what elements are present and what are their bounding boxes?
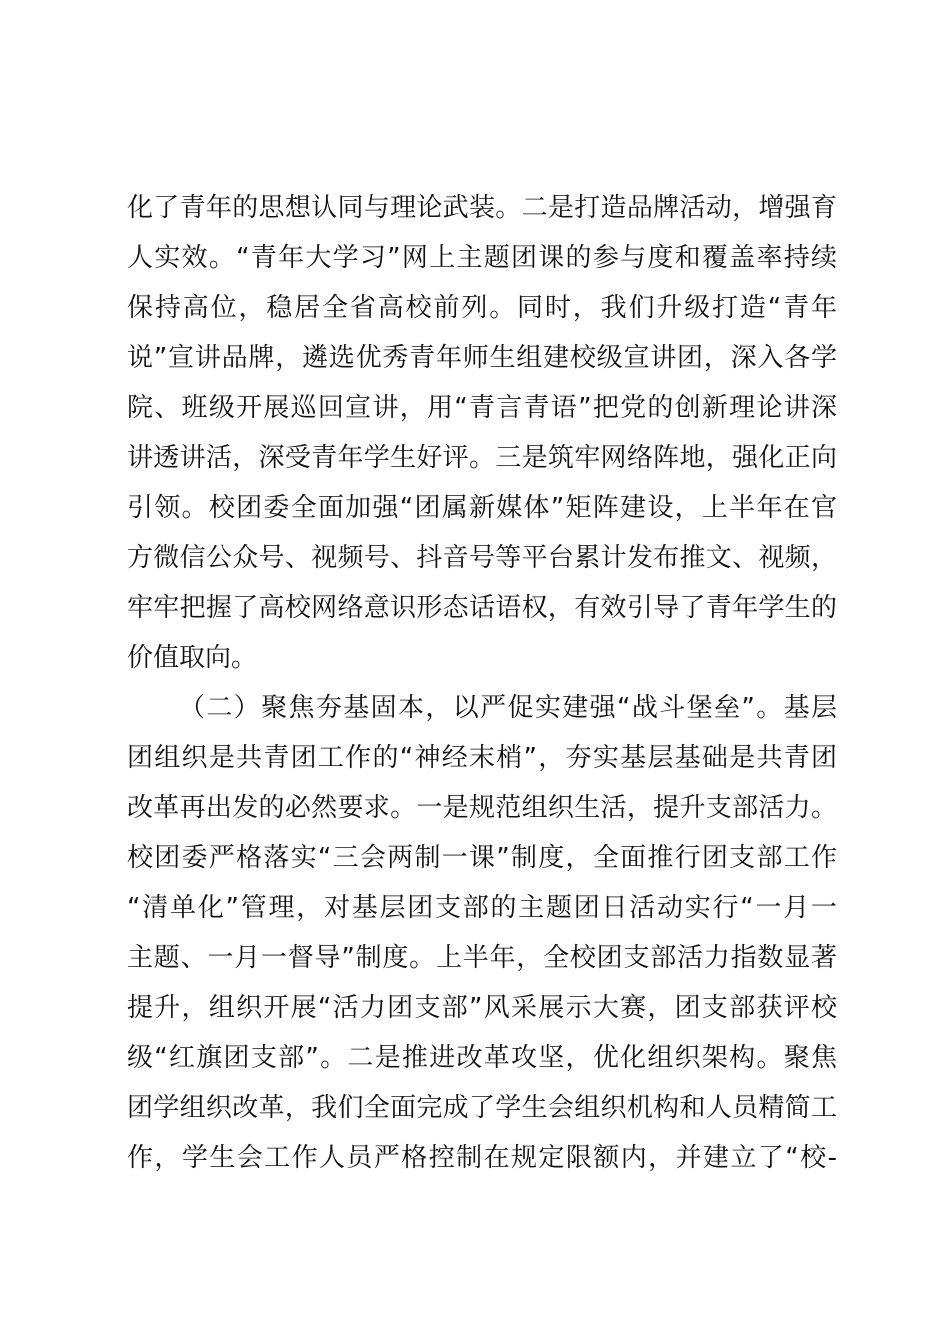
paragraph-line: 提升，组织开展“活力团支部”风采展示大赛，团支部获评校 (127, 993, 837, 1023)
paragraph-line: 团学组织改革，我们全面完成了学生会组织机构和人员精简工 (127, 1093, 837, 1123)
paragraph-line: 化了青年的思想认同与理论武装。二是打造品牌活动，增强育 (127, 193, 837, 223)
paragraph-line-last: 价值取向。 (127, 643, 258, 673)
paragraph-line: 校团委严格落实“三会两制一课”制度，全面推行团支部工作 (127, 843, 837, 873)
paragraph-line: 级“红旗团支部”。二是推进改革攻坚，优化组织架构。聚焦 (127, 1043, 837, 1073)
paragraph-line: 牢牢把握了高校网络意识形态话语权，有效引导了青年学生的 (127, 593, 837, 623)
paragraph-line: 说”宣讲品牌，遴选优秀青年师生组建校级宣讲团，深入各学 (127, 343, 837, 373)
paragraph-line: 讲透讲活，深受青年学生好评。三是筑牢网络阵地，强化正向 (127, 443, 837, 473)
paragraph-line: 改革再出发的必然要求。一是规范组织生活，提升支部活力。 (127, 793, 837, 823)
paragraph-line: 方微信公众号、视频号、抖音号等平台累计发布推文、视频， (127, 543, 837, 573)
section-heading-line: （二）聚焦夯基固本，以严促实建强“战斗堡垒”。基层 (179, 693, 837, 723)
paragraph-line: 团组织是共青团工作的“神经末梢”，夯实基层基础是共青团 (127, 743, 837, 773)
paragraph-line: 引领。校团委全面加强“团属新媒体”矩阵建设，上半年在官 (127, 493, 837, 523)
paragraph-line: “清单化”管理，对基层团支部的主题团日活动实行“一月一 (127, 893, 837, 923)
paragraph-line: 人实效。“青年大学习”网上主题团课的参与度和覆盖率持续 (127, 243, 837, 273)
paragraph-line: 院、班级开展巡回宣讲，用“青言青语”把党的创新理论讲深 (127, 393, 837, 423)
paragraph-line: 作，学生会工作人员严格控制在规定限额内，并建立了“校- (127, 1143, 837, 1173)
paragraph-1 (127, 183, 837, 683)
paragraph-line: 保持高位，稳居全省高校前列。同时，我们升级打造“青年 (127, 293, 837, 323)
paragraph-line: 主题、一月一督导”制度。上半年，全校团支部活力指数显著 (127, 943, 837, 973)
paragraph-2 (127, 683, 837, 1183)
